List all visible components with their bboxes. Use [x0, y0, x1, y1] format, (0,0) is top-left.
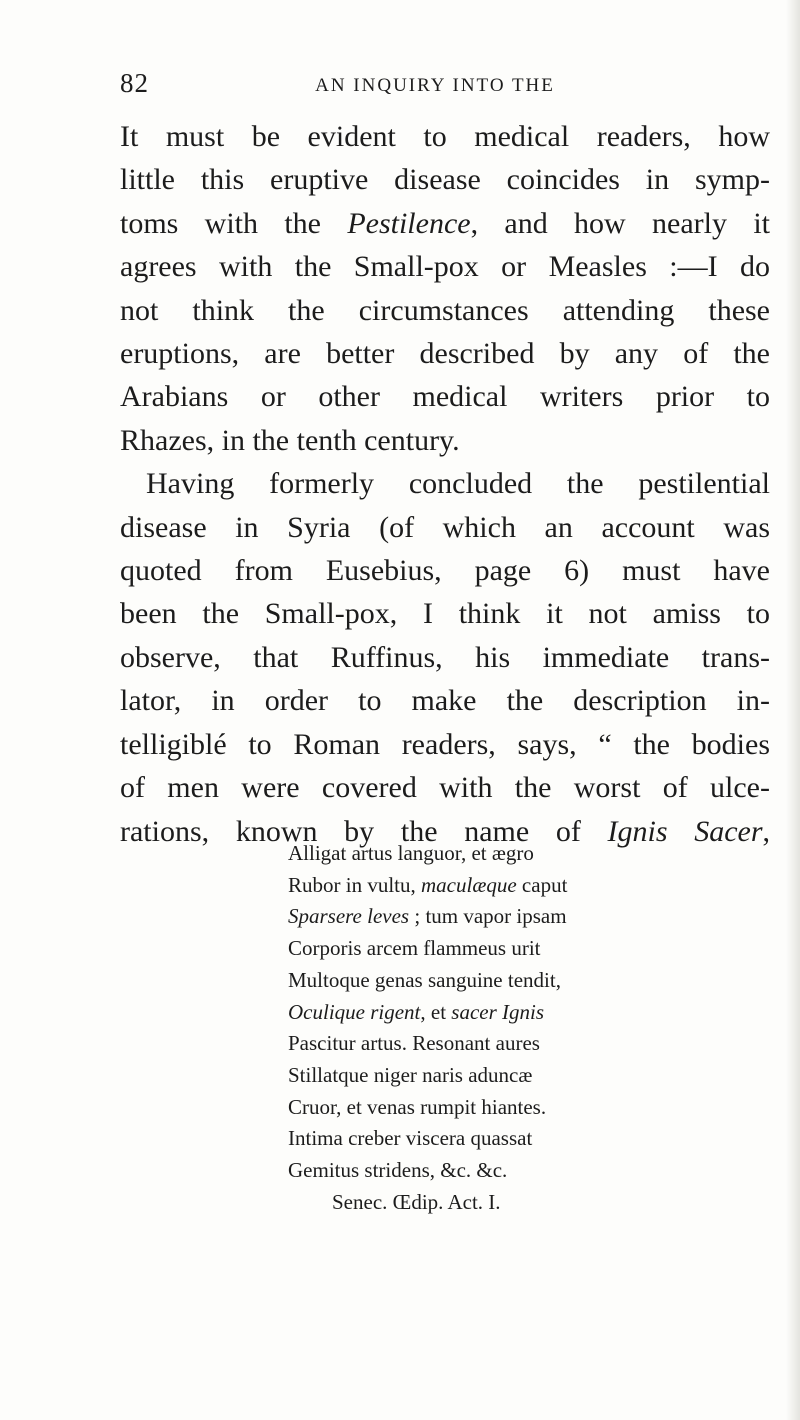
running-head: AN INQUIRY INTO THE [315, 75, 555, 96]
verse-citation: Senec. Œdip. Act. I. [332, 1189, 501, 1214]
text-line: telligiblé to Roman readers, says, “ the bodies [120, 727, 770, 761]
verse-line: Pascitur artus. Resonant aures [288, 1031, 540, 1056]
text-line: quoted from Eusebius, page 6) must have [120, 554, 770, 588]
italic-term: Pestilence [347, 206, 471, 240]
text-line: agrees with the Small-pox or Measles :—I do [120, 250, 770, 284]
page-edge-shadow [786, 0, 800, 1420]
verse-line: Alligat artus languor, et ægro [288, 841, 534, 865]
verse-line: Stillatque niger naris aduncæ [288, 1062, 533, 1087]
text-line: toms with the Pestilence, and how nearly it [120, 206, 770, 240]
text-line: rations, known by the name of Ignis Sacer, [120, 814, 771, 848]
text-line: Having formerly concluded the pestilential [146, 467, 770, 501]
text-line: not think the circumstances attending these [120, 293, 770, 327]
text-line: observe, that Ruffinus, his immediate trans- [120, 640, 770, 674]
text-line: been the Small-pox, I think it not amiss to [120, 597, 770, 631]
verse-line: Gemitus stridens, &c. &c. [288, 1158, 508, 1183]
text-line: little this eruptive disease coincides in symp- [120, 163, 770, 197]
text-line: disease in Syria (of which an account was [120, 510, 770, 544]
text-line: eruptions, are better described by any of the [120, 337, 770, 371]
verse-line: Multoque genas sanguine tendit, [288, 967, 561, 992]
verse-quotation [288, 838, 768, 1218]
verse-line: Intima creber viscera quassat [288, 1126, 533, 1151]
text-line: lator, in order to make the description in- [120, 684, 770, 718]
text-line: It must be evident to medical readers, how [120, 120, 770, 153]
italic-term: Ignis Sacer [607, 814, 763, 848]
page-number: 82 [120, 68, 149, 98]
page-header [120, 68, 750, 108]
text-line: Arabians or other medical writers prior to [120, 380, 770, 414]
text-line: Rhazes, in the tenth century. [120, 423, 460, 457]
verse-line: Corporis arcem flammeus urit [288, 936, 541, 961]
body-paragraphs [120, 115, 770, 853]
text-line: of men were covered with the worst of ulce- [120, 771, 770, 805]
verse-line: Rubor in vultu, maculæque caput [288, 872, 568, 897]
verse-line: Cruor, et venas rumpit hiantes. [288, 1094, 547, 1119]
verse-line: Sparsere leves ; tum vapor ipsam [288, 904, 567, 929]
verse-line: Oculique rigent, et sacer Ignis [288, 999, 545, 1024]
